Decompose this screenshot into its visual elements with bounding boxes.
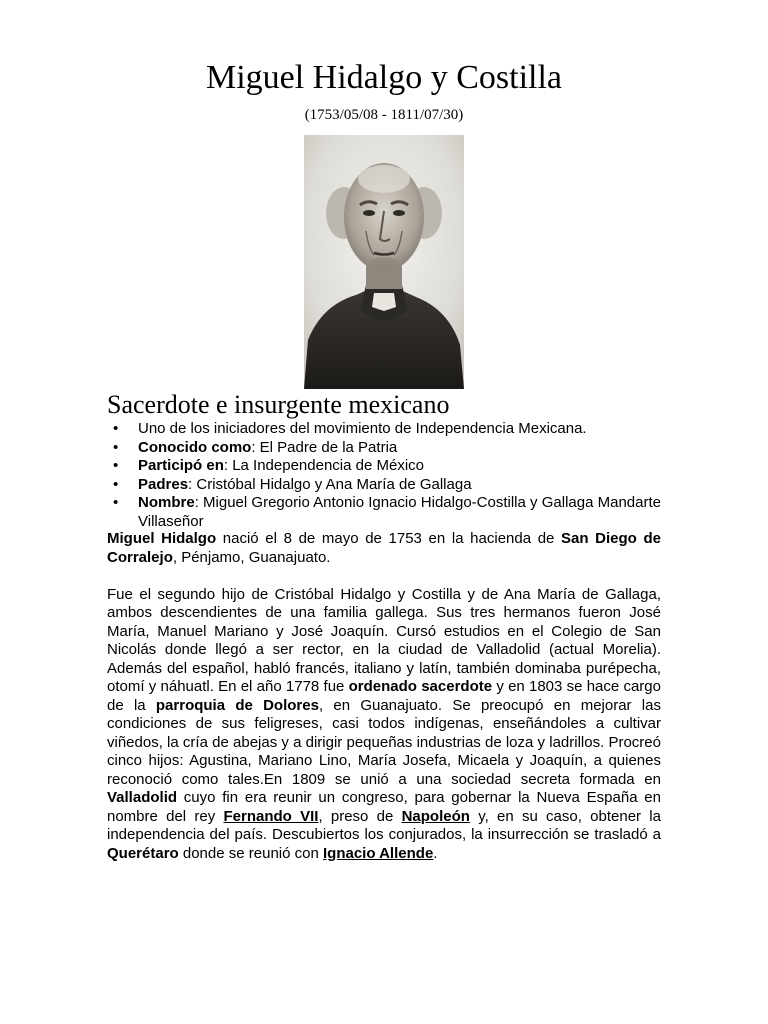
text-run: Fue el segundo hijo de Cristóbal Hidalgo y Costilla y de Ana María de Gallaga, ambos descendientes de una familia gallega. Sus tres hermanos fueron José María, Manuel Mariano y José Joaquín. Cursó estudios en el Colegio de San Nicolás donde llegó a ser rector, en la ciudad de Valladolid (actual Morelia). Además del español, habló francés, italiano y latín, también dominaba purépecha, otomí y náhuatl. En el año 1778 fue bbox=[107, 585, 661, 695]
portrait-engraving-icon bbox=[304, 135, 464, 389]
text-run: donde se reunió con bbox=[178, 844, 323, 862]
section-subtitle: Sacerdote e insurgente mexicano bbox=[107, 390, 450, 419]
fact-text: : El Padre de la Patria bbox=[251, 438, 398, 456]
fact-text: : La Independencia de México bbox=[223, 457, 425, 474]
bold-text: ordenado sacerdote bbox=[348, 678, 493, 695]
bold-text: parroquia de Dolores bbox=[155, 696, 319, 714]
fact-text: Uno de los iniciadores del movimiento de Independencia Mexicana. bbox=[138, 420, 587, 437]
ignacio-allende-link[interactable]: Ignacio Allende bbox=[322, 844, 434, 862]
napoleon-link[interactable]: Napoleón bbox=[401, 807, 470, 825]
facts-list bbox=[107, 420, 661, 531]
fact-label: Participó en bbox=[138, 457, 224, 474]
bullet-icon: • bbox=[113, 420, 119, 437]
fact-text: : Cristóbal Hidalgo y Ana María de Gallaga bbox=[188, 475, 472, 493]
bullet-icon: • bbox=[113, 494, 119, 511]
portrait-image bbox=[304, 135, 464, 389]
text-run: . bbox=[433, 844, 438, 862]
biography-paragraph bbox=[107, 586, 661, 864]
bold-text: Miguel Hidalgo bbox=[107, 530, 217, 547]
text-run: , Pénjamo, Guanajuato. bbox=[172, 548, 331, 566]
bold-text: Querétaro bbox=[107, 844, 179, 862]
bullet-icon: • bbox=[113, 457, 119, 474]
fact-label: Nombre bbox=[138, 494, 195, 511]
text-run: , preso de bbox=[318, 807, 402, 825]
birth-paragraph bbox=[107, 530, 661, 567]
bold-text: San Diego de Corralejo bbox=[107, 530, 661, 566]
fact-label: Conocido como bbox=[138, 438, 252, 456]
article-body bbox=[107, 530, 661, 863]
text-run: nació el 8 de mayo de 1753 en la hacienda de bbox=[216, 530, 562, 547]
bold-text: Valladolid bbox=[107, 789, 178, 806]
page-title: Miguel Hidalgo y Costilla bbox=[205, 59, 563, 96]
list-item bbox=[107, 457, 661, 476]
list-item bbox=[107, 494, 661, 531]
bullet-icon: • bbox=[113, 438, 119, 456]
list-item bbox=[107, 476, 661, 495]
list-item bbox=[107, 439, 661, 458]
fact-label: Padres bbox=[138, 475, 189, 493]
text-run: y, en su caso, obtener la independencia del país. Descubiertos los conjurados, la insurrección se trasladó a bbox=[107, 807, 661, 843]
bullet-icon: • bbox=[113, 475, 119, 493]
fact-text: : Miguel Gregorio Antonio Ignacio Hidalgo-Costilla y Gallaga Mandarte Villaseñor bbox=[138, 494, 661, 530]
fernando-vii-link[interactable]: Fernando VII bbox=[223, 807, 319, 825]
text-run: cuyo fin era reunir un congreso, para gobernar la Nueva España en nombre del rey bbox=[107, 789, 661, 825]
list-item bbox=[107, 420, 661, 439]
text-run: y en 1803 se hace cargo de la bbox=[107, 678, 661, 714]
life-dates: (1753/05/08 - 1811/07/30) bbox=[304, 107, 464, 123]
text-run: , en Guanajuato. Se preocupó en mejorar las condiciones de sus feligreses, casi todos indígenas, enseñándoles a cultivar viñedos, la cría de abejas y a dirigir pequeñas industrias de loza y ladrillos. Procreó cinco hijos: Agustina, Mariano Lino, María Josefa, Micaela y Joaquín, a quienes reconoció como tales.En 1809 se unió a una sociedad secreta formada en bbox=[107, 696, 661, 788]
